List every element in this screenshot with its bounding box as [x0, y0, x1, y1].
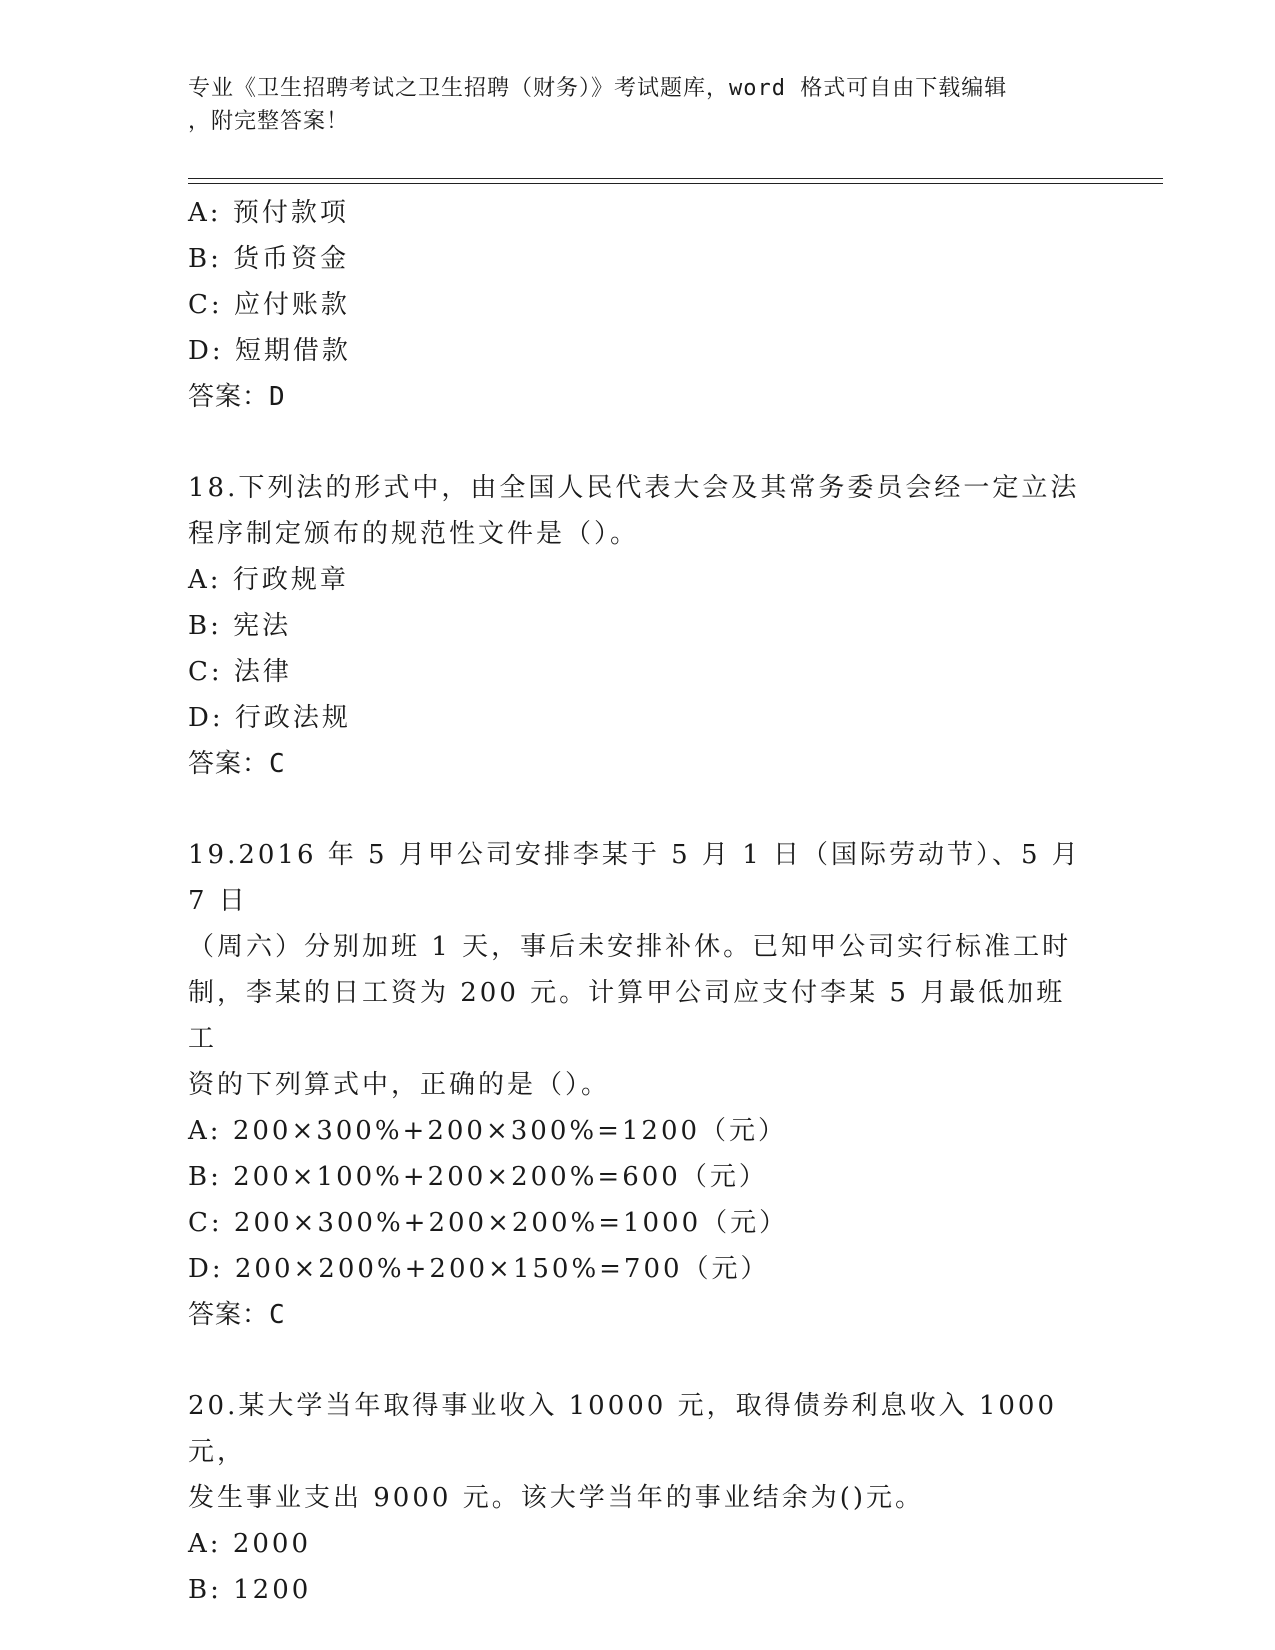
document-header [188, 72, 1068, 138]
question-19 [188, 832, 1088, 1338]
answer: 答案：C [188, 749, 286, 779]
option-a: A: 2000 [188, 1529, 311, 1559]
header-divider-bottom [188, 183, 1163, 184]
option-b: B: 200×100%+200×200%=600（元） [188, 1162, 768, 1192]
option-b: B: 宪法 [188, 611, 292, 641]
question-text: 18.下列法的形式中，由全国人民代表大会及其常务委员会经一定立法 程序制定颁布的规范性文件是（）。 [188, 473, 1080, 549]
option-c: C: 法律 [188, 657, 292, 687]
option-a: A: 预付款项 [188, 198, 349, 228]
option-a: A: 行政规章 [188, 565, 349, 595]
question-17 [188, 190, 1088, 420]
answer: 答案：C [188, 1300, 286, 1330]
question-20 [188, 1383, 1088, 1613]
option-d: D: 行政法规 [188, 703, 351, 733]
header-line-2: ，附完整答案！ [188, 109, 350, 134]
option-d: D: 200×200%+200×150%=700（元） [188, 1254, 770, 1284]
option-c: C: 应付账款 [188, 290, 350, 320]
option-c: C: 200×300%+200×200%=1000（元） [188, 1208, 789, 1238]
header-divider-top [188, 178, 1163, 179]
option-d: D: 短期借款 [188, 336, 351, 366]
option-b: B: 货币资金 [188, 244, 350, 274]
answer: 答案：D [188, 382, 286, 412]
question-list [188, 190, 1088, 1613]
option-b: B: 1200 [188, 1575, 312, 1605]
question-18 [188, 465, 1088, 787]
question-text: 20.某大学当年取得事业收入 10000 元，取得债券利息收入 1000 元， 发生事业支出 9000 元。该大学当年的事业结余为()元。 [188, 1391, 1058, 1513]
option-a: A: 200×300%+200×300%=1200（元） [188, 1116, 788, 1146]
question-text: 19.2016 年 5 月甲公司安排李某于 5 月 1 日（国际劳动节）、5 月 7 日 （周六）分别加班 1 天，事后未安排补休。已知甲公司实行标准工时 制，李某的日工资为 200 元。计算甲公司应支付李某 5 月最低加班工 资的下列算式中，正确的是（）。 [188, 840, 1081, 1100]
header-line-1: 专业《卫生招聘考试之卫生招聘（财务）》考试题库，word 格式可自由下载编辑 [188, 76, 1008, 101]
